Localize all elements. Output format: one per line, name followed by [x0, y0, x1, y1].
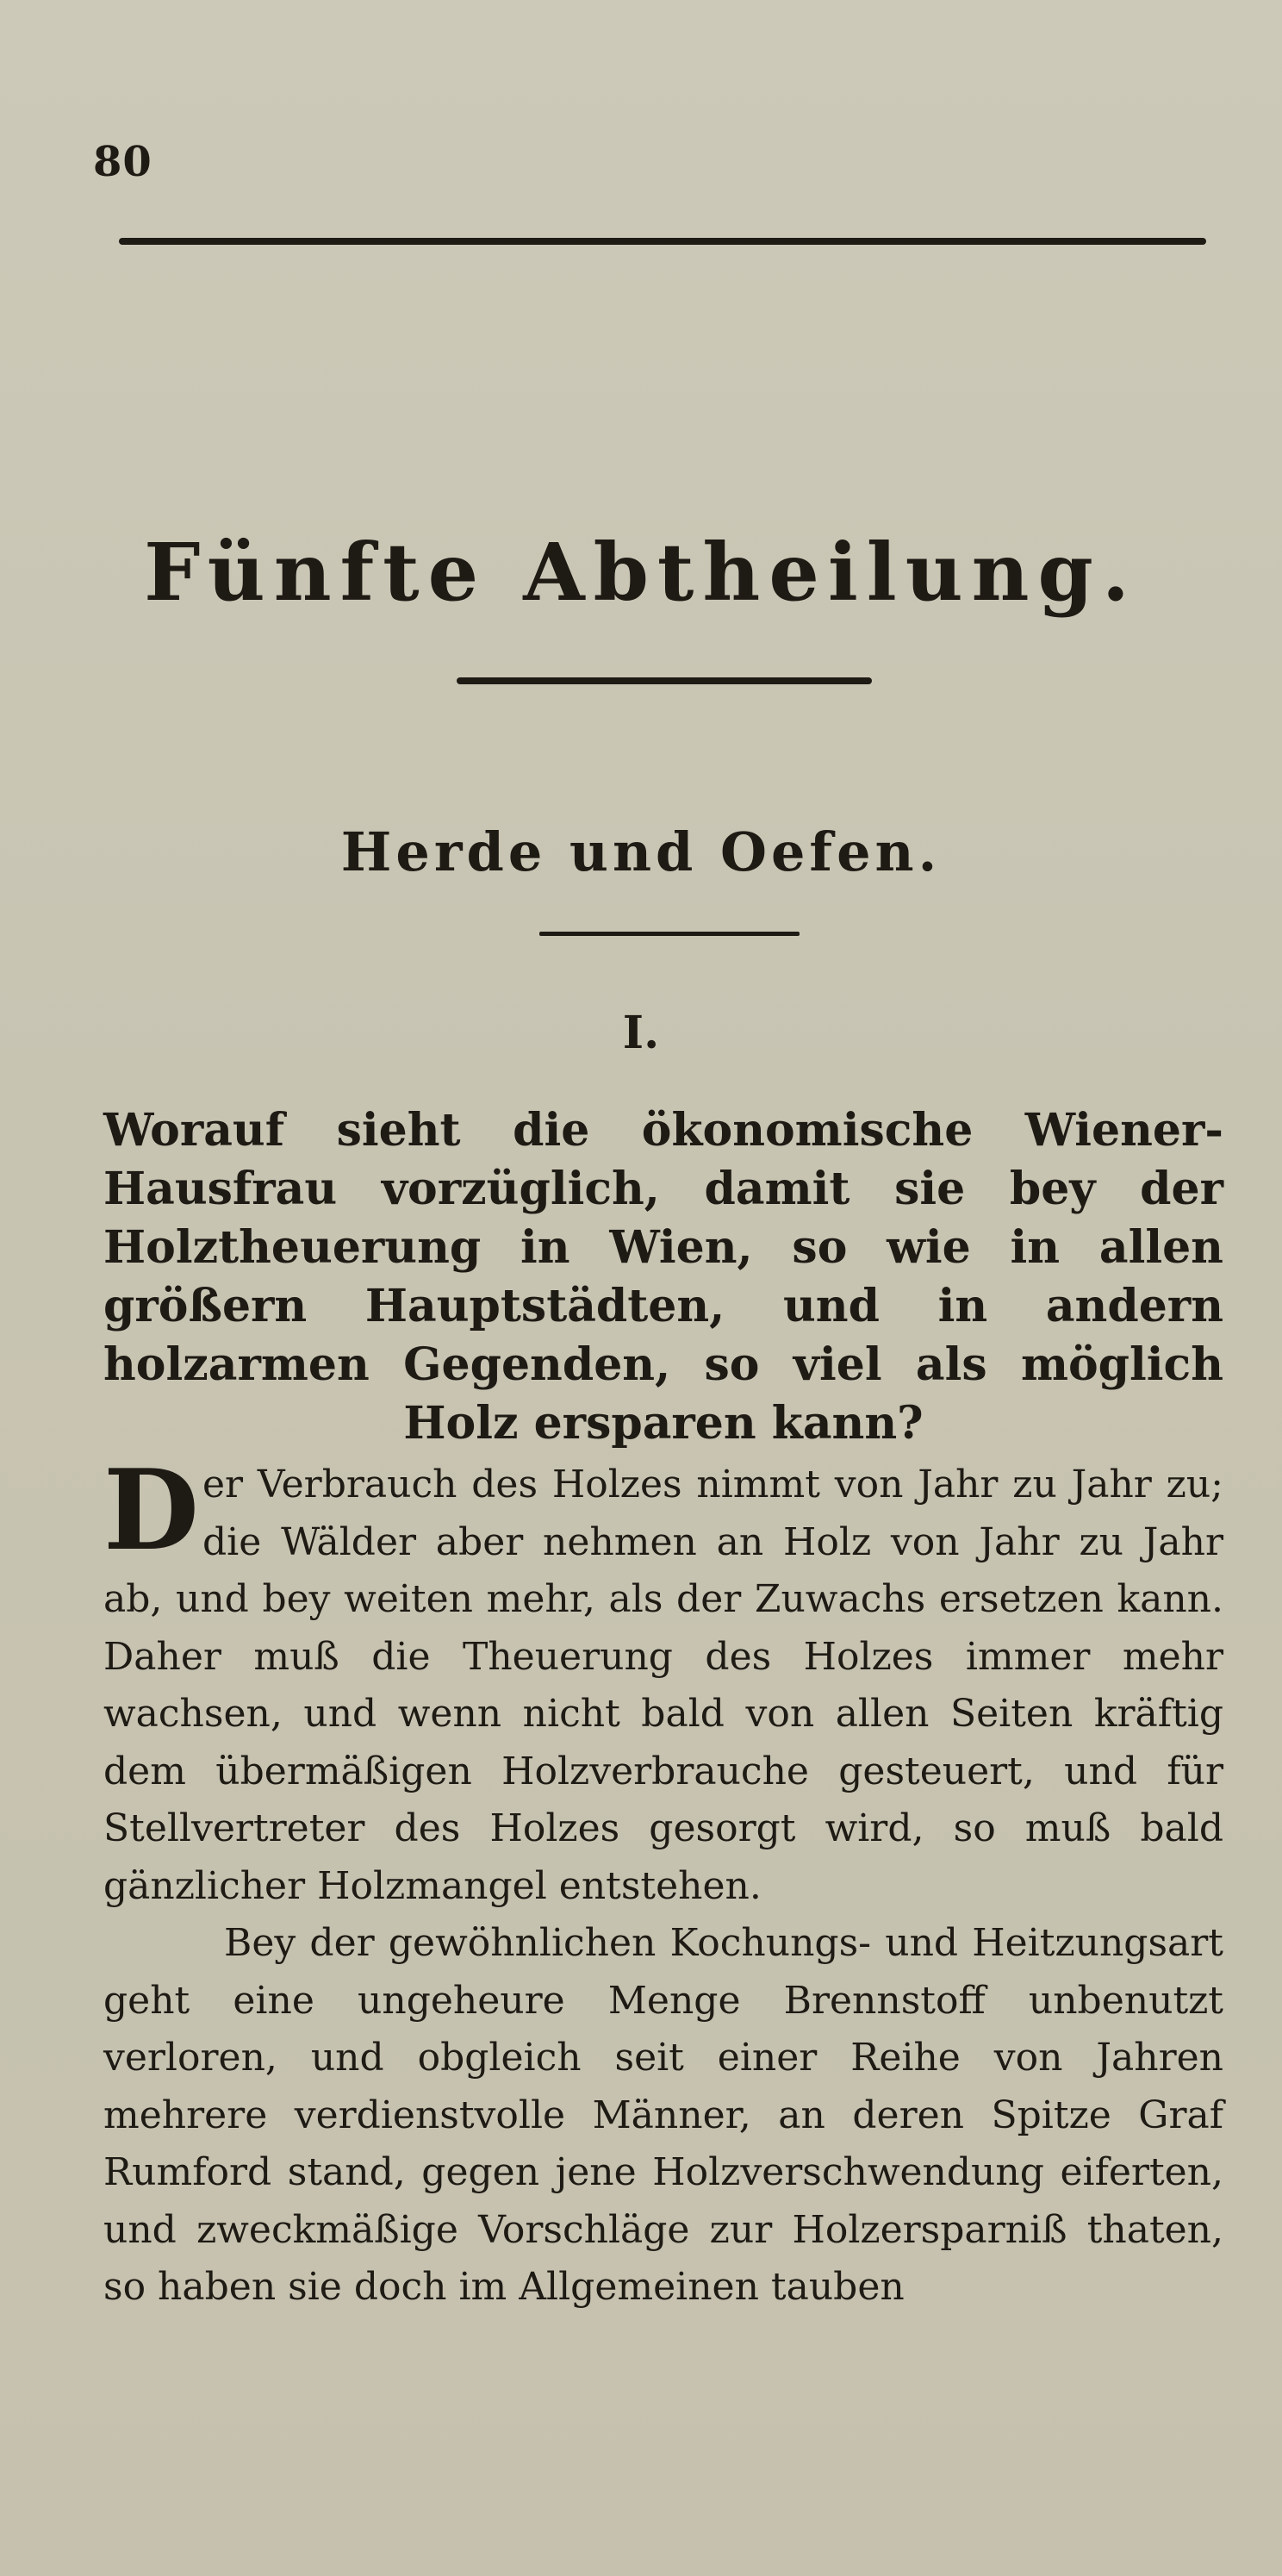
section-title: Fünfte Abtheilung. [144, 526, 1138, 619]
section-subtitle: Herde und Oefen. [340, 820, 942, 883]
header-rule [119, 238, 1206, 245]
question-heading: Worauf sieht die ökonomische Wiener-Hausfrau vorzüglich, damit sie bey der Holztheuerung in Wien, so wie in allen größern Hauptstädten, und in andern holzarmen Gegenden, so viel als möglich Holz ersparen kann? [103, 1104, 1223, 1450]
body-text [103, 1446, 1223, 2317]
paragraph-1 [103, 1446, 1223, 1915]
paragraph-1-text: er Verbrauch des Holzes nimmt von Jahr zu Jahr zu; die Wälder aber nehmen an Holz von Jahr zu Jahr ab, und bey weiten mehr, als der Zuwachs ersetzen kann. Daher muß die Theuerung des Holzes immer mehr wachsen, und wenn nicht bald von allen Seiten kräftig dem übermäßigen Holzverbrauche gesteuert, und für Stellvertreter des Holzes gesorgt wird, so muß bald gänzlicher Holzmangel entstehen. [103, 1463, 1223, 1908]
drop-cap: D [103, 1446, 199, 1575]
paragraph-2: Bey der gewöhnlichen Kochungs- und Heitzungsart geht eine ungeheure Menge Brennstoff unbenutzt verloren, und obgleich seit einer Reihe von Jahren mehrere verdienstvolle Männer, an deren Spitze Graf Rumford stand, gegen jene Holzverschwendung eiferten, und zweckmäßige Vorschläge zur Holzersparniß thaten, so haben sie doch im Allgemeinen tauben [103, 1921, 1223, 2309]
page-number: 80 [93, 138, 152, 186]
title-divider [457, 677, 872, 684]
question-numeral: I. [622, 1007, 660, 1059]
subtitle-divider [539, 932, 800, 936]
